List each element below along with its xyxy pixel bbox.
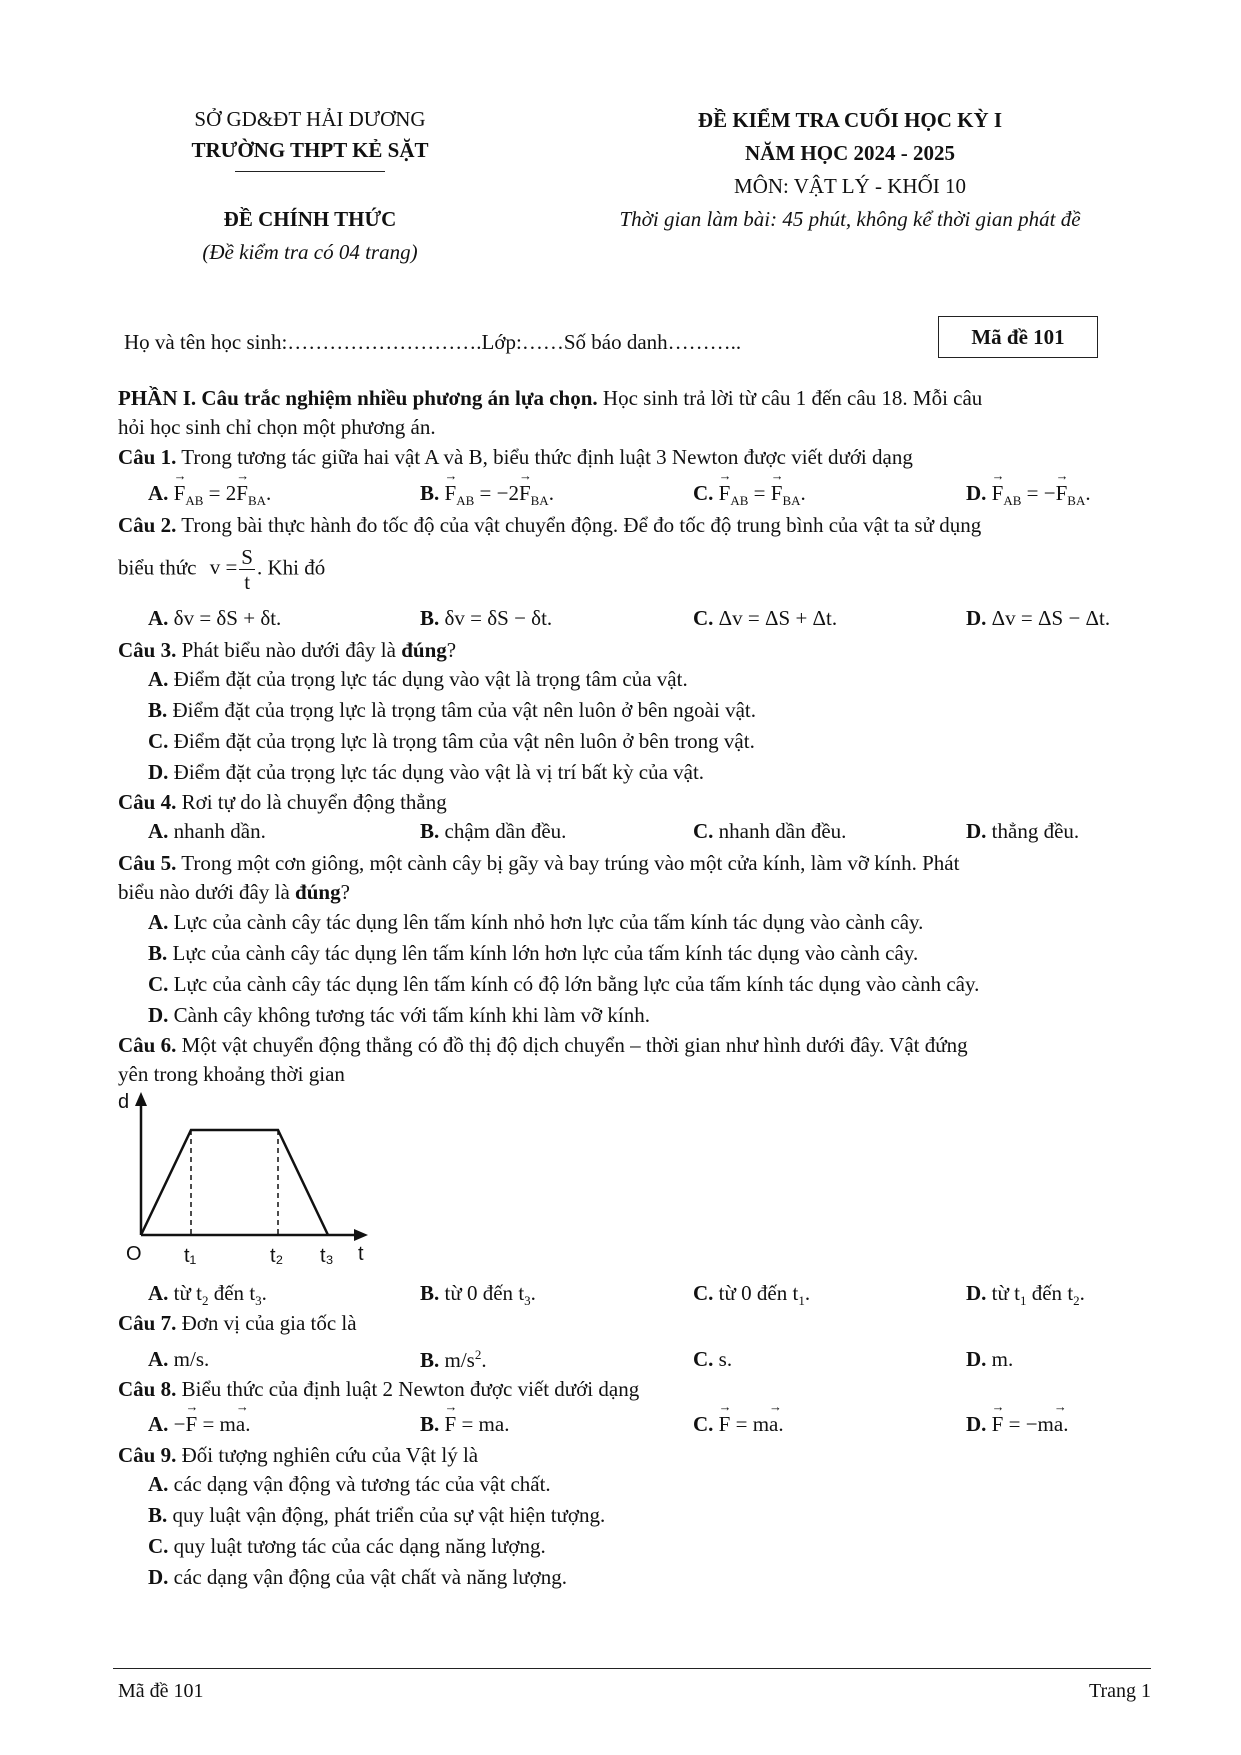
q2-label: Câu 2. xyxy=(118,513,177,537)
option-text: m/s. xyxy=(173,1347,210,1371)
q9-label: Câu 9. xyxy=(118,1443,177,1467)
part1-title: PHẦN I. Câu trắc nghiệm nhiều phương án lựa chọn. xyxy=(118,386,598,410)
q8-option-a: A. −→ F = m→ a. xyxy=(148,1412,250,1437)
header-right xyxy=(540,104,1160,236)
option-letter: D. xyxy=(148,1565,169,1589)
q6-text: Một vật chuyển động thẳng có đồ thị độ dịch chuyển – thời gian như hình dưới đây. Vật đứng xyxy=(181,1033,968,1057)
option-letter: A. xyxy=(148,667,169,691)
option-text: m. xyxy=(991,1347,1014,1371)
q2-text: Trong bài thực hành đo tốc độ của vật chuyển động. Để đo tốc độ trung bình của vật ta sử dụng xyxy=(181,513,982,537)
q2-text2: biểu thức xyxy=(118,555,197,580)
part1-instr-2: hỏi học sinh chỉ chọn một phương án. xyxy=(118,415,436,439)
header-left xyxy=(130,104,490,166)
q1-option-c: C. → $F_{AB}$ = → $F_{BA}$. xyxy=(693,481,806,509)
option-letter: D. xyxy=(966,481,987,505)
x-axis-arrow xyxy=(354,1229,368,1241)
option-letter: D. xyxy=(148,1003,169,1027)
option-letter: C. xyxy=(693,819,714,843)
option-text: quy luật vận động, phát triển của sự vật hiện tượng. xyxy=(172,1503,606,1527)
q7-label: Câu 7. xyxy=(118,1311,177,1335)
option-letter: D. xyxy=(966,606,987,630)
q7-option-a xyxy=(148,1347,209,1372)
q3-emph: đúng xyxy=(401,638,447,662)
option-text: từ 0 đến xyxy=(718,1281,788,1305)
exam-title: ĐỀ KIỂM TRA CUỐI HỌC KỲ I xyxy=(697,108,1003,132)
t3-label: t₃ xyxy=(320,1245,334,1267)
q2-option-d: D. Δv = ΔS − Δt. xyxy=(966,606,1111,630)
option-text: từ xyxy=(991,1281,1009,1305)
q5-option-c xyxy=(148,972,979,997)
option-letter: B. xyxy=(420,1348,440,1372)
q3-option-c xyxy=(148,729,755,754)
option-text: s. xyxy=(718,1347,733,1371)
q8-option-b: B. → F = ma. xyxy=(420,1412,509,1437)
q4-option-b xyxy=(420,819,566,844)
school-year: NĂM HỌC 2024 - 2025 xyxy=(745,141,955,165)
q8-label: Câu 8. xyxy=(118,1377,177,1401)
q5-option-b xyxy=(148,941,918,966)
option-letter: C. xyxy=(148,972,169,996)
q4-text: Rơi tự do là chuyển động thẳng xyxy=(181,790,447,814)
option-letter: D. xyxy=(966,1412,987,1436)
q8-option-d: D. → F = −m→ a. xyxy=(966,1412,1068,1437)
option-text: m/s xyxy=(444,1348,475,1372)
question-9 xyxy=(118,1443,478,1468)
q7-option-d xyxy=(966,1347,1013,1372)
footer-divider xyxy=(113,1668,1151,1669)
option-letter: B. xyxy=(420,1412,440,1436)
option-text: nhanh dần. xyxy=(173,819,266,843)
q3-option-b xyxy=(148,698,756,723)
pages-note: (Đề kiểm tra có 04 trang) xyxy=(202,240,418,264)
q5-line2: biểu nào dưới đây là đúng? xyxy=(118,880,350,904)
option-letter: D. xyxy=(966,1347,987,1371)
subject: MÔN: VẬT LÝ - KHỐI 10 xyxy=(734,174,966,198)
option-text: Điểm đặt của trọng lực tác dụng vào vật là trọng tâm của vật. xyxy=(173,667,688,691)
q5-option-a xyxy=(148,910,923,935)
option-text: đến xyxy=(1031,1281,1063,1305)
q2-text3: . Khi đó xyxy=(256,555,326,580)
q9-option-d xyxy=(148,1565,567,1590)
q6-option-a: A. từ $t_2$ đến $t_3$. xyxy=(148,1281,267,1309)
option-letter: A. xyxy=(148,1281,169,1305)
graph-line xyxy=(141,1130,328,1235)
option-text: đến xyxy=(213,1281,245,1305)
part1-instr-1: Học sinh trả lời từ câu 1 đến câu 18. Mỗi câu xyxy=(602,386,983,410)
question-4 xyxy=(118,790,447,815)
q1-label: Câu 1. xyxy=(118,445,177,469)
q3-option-d xyxy=(148,760,704,785)
question-1 xyxy=(118,445,913,470)
y-axis-arrow xyxy=(135,1092,147,1106)
q7-option-b: B. $m/s^2$. xyxy=(420,1347,487,1372)
option-letter: C. xyxy=(148,1534,169,1558)
school-name: TRƯỜNG THPT KẺ SẶT xyxy=(191,138,429,162)
option-text: quy luật tương tác của các dạng năng lượng. xyxy=(173,1534,546,1558)
q9-option-a xyxy=(148,1472,551,1497)
q4-option-d xyxy=(966,819,1079,844)
question-3: Câu 3. Phát biểu nào dưới đây là đúng? xyxy=(118,638,457,662)
q5-option-d xyxy=(148,1003,650,1028)
option-letter: A. xyxy=(148,1412,169,1436)
t1-label: t₁ xyxy=(184,1245,197,1267)
q4-option-c xyxy=(693,819,846,844)
official-label: ĐỀ CHÍNH THỨC xyxy=(223,207,397,231)
option-letter: C. xyxy=(693,481,714,505)
q1-option-b: B. → $F_{AB} = -2\to F_{BA}$. xyxy=(420,481,554,509)
option-letter: C. xyxy=(693,1412,714,1436)
option-text: Điểm đặt của trọng lực tác dụng vào vật là vị trí bất kỳ của vật. xyxy=(173,760,705,784)
question-7 xyxy=(118,1311,357,1336)
option-letter: B. xyxy=(420,481,440,505)
option-text: Điểm đặt của trọng lực là trọng tâm của vật nên luôn ở bên trong vật. xyxy=(173,729,755,753)
q3-text: Phát biểu nào dưới đây là xyxy=(181,638,396,662)
student-info-line: Họ và tên học sinh:……………………….Lớp:……Số báo danh……….. xyxy=(124,330,742,354)
footer-exam-code: Mã đề 101 xyxy=(118,1680,204,1702)
q5-label: Câu 5. xyxy=(118,851,177,875)
q8-option-c: C. → F = m→ a. xyxy=(693,1412,784,1437)
option-letter: C. xyxy=(693,1347,714,1371)
option-letter: B. xyxy=(148,941,168,965)
q9-option-c xyxy=(148,1534,546,1559)
option-letter: B. xyxy=(420,819,440,843)
option-text: các dạng vận động của vật chất và năng lượng. xyxy=(173,1565,568,1589)
option-text: từ 0 đến xyxy=(444,1281,514,1305)
option-letter: B. xyxy=(420,1281,440,1305)
footer-page-number: Trang 1 xyxy=(1088,1680,1151,1702)
option-letter: B. xyxy=(420,606,440,630)
option-letter: A. xyxy=(148,1347,169,1371)
q6-option-c: C. từ 0 đến $t_1$. xyxy=(693,1281,811,1309)
exam-code-box: Mã đề 101 xyxy=(938,316,1098,358)
q3-option-a xyxy=(148,667,688,692)
q4-option-a xyxy=(148,819,266,844)
t2-label: t₂ xyxy=(270,1245,284,1267)
q7-text: Đơn vị của gia tốc là xyxy=(181,1311,357,1335)
option-text: Lực của cành cây tác dụng lên tấm kính nhỏ hơn lực của tấm kính tác dụng vào cành cây. xyxy=(173,910,924,934)
q3-label: Câu 3. xyxy=(118,638,177,662)
option-text: từ xyxy=(173,1281,191,1305)
q1-option-a: A. → $F_{AB} = 2\to F_{BA}$. xyxy=(148,481,271,509)
q7-option-c xyxy=(693,1347,732,1372)
q6-option-b: B. từ 0 đến $t_3$. xyxy=(420,1281,536,1309)
q9-option-b xyxy=(148,1503,605,1528)
option-letter: A. xyxy=(148,481,169,505)
header-divider xyxy=(235,171,385,172)
question-6 xyxy=(118,1033,968,1058)
option-letter: A. xyxy=(148,819,169,843)
q6-label: Câu 6. xyxy=(118,1033,177,1057)
header-official xyxy=(130,203,490,269)
q2-option-c: C. Δv = ΔS + Δt. xyxy=(693,606,838,630)
option-letter: C. xyxy=(693,1281,714,1305)
dept-name: SỞ GD&ĐT HẢI DƯƠNG xyxy=(194,107,426,131)
q1-option-d: D. → $F_{AB}$ = −→ $F_{BA}$. xyxy=(966,481,1091,509)
option-text: Cành cây không tương tác với tấm kính khi làm vỡ kính. xyxy=(173,1003,650,1027)
q2-option-b: B. δv = δS − δt. xyxy=(420,606,553,630)
option-text: Lực của cành cây tác dụng lên tấm kính lớn hơn lực của tấm kính tác dụng vào cành cây. xyxy=(172,941,919,965)
question-5 xyxy=(118,851,959,876)
option-letter: B. xyxy=(148,698,168,722)
origin-label: O xyxy=(126,1243,142,1265)
q2-option-a: A. δv = δS + δt. xyxy=(148,606,282,630)
x-axis-label: t xyxy=(358,1243,364,1265)
q5-text: Trong một cơn giông, một cành cây bị gãy và bay trúng vào một cửa kính, làm vỡ kính. Phát xyxy=(181,851,960,875)
q1-text: Trong tương tác giữa hai vật A và B, biểu thức định luật 3 Newton được viết dưới dạng xyxy=(181,445,913,469)
option-letter: C. xyxy=(148,729,169,753)
option-letter: D. xyxy=(148,760,169,784)
q8-text: Biểu thức của định luật 2 Newton được viết dưới dạng xyxy=(181,1377,640,1401)
option-letter: A. xyxy=(148,1472,169,1496)
q6-displacement-graph xyxy=(118,1090,378,1270)
q9-text: Đối tượng nghiên cứu của Vật lý là xyxy=(181,1443,479,1467)
question-2 xyxy=(118,513,981,538)
q5-emph: đúng xyxy=(295,880,341,904)
time-note: Thời gian làm bài: 45 phút, không kể thời gian phát đề xyxy=(619,207,1081,231)
option-letter: D. xyxy=(966,819,987,843)
option-text: nhanh dần đều. xyxy=(718,819,847,843)
option-letter: B. xyxy=(148,1503,168,1527)
option-letter: C. xyxy=(693,606,714,630)
option-letter: D. xyxy=(966,1281,987,1305)
q6-option-d: D. từ $t_1$ đến $t_2$. xyxy=(966,1281,1085,1309)
q2-line2: biểu thức v = $\frac{S}{t}$ . Khi đó xyxy=(118,545,326,594)
option-letter: A. xyxy=(148,606,169,630)
option-text: các dạng vận động và tương tác của vật chất. xyxy=(173,1472,551,1496)
q5-text2: biểu nào dưới đây là xyxy=(118,880,290,904)
option-text: thẳng đều. xyxy=(991,819,1080,843)
q2-fraction: $\frac{S}{t}$ xyxy=(241,545,253,594)
part1-line1 xyxy=(118,386,982,411)
y-axis-label: d xyxy=(118,1091,130,1113)
option-text: chậm dần đều. xyxy=(444,819,567,843)
q4-label: Câu 4. xyxy=(118,790,177,814)
option-letter: A. xyxy=(148,910,169,934)
option-text: Điểm đặt của trọng lực là trọng tâm của vật nên luôn ở bên ngoài vật. xyxy=(172,698,756,722)
q6-line2: yên trong khoảng thời gian xyxy=(118,1062,345,1086)
option-text: Lực của cành cây tác dụng lên tấm kính có độ lớn bằng lực của tấm kính tác dụng vào cành cây. xyxy=(173,972,980,996)
